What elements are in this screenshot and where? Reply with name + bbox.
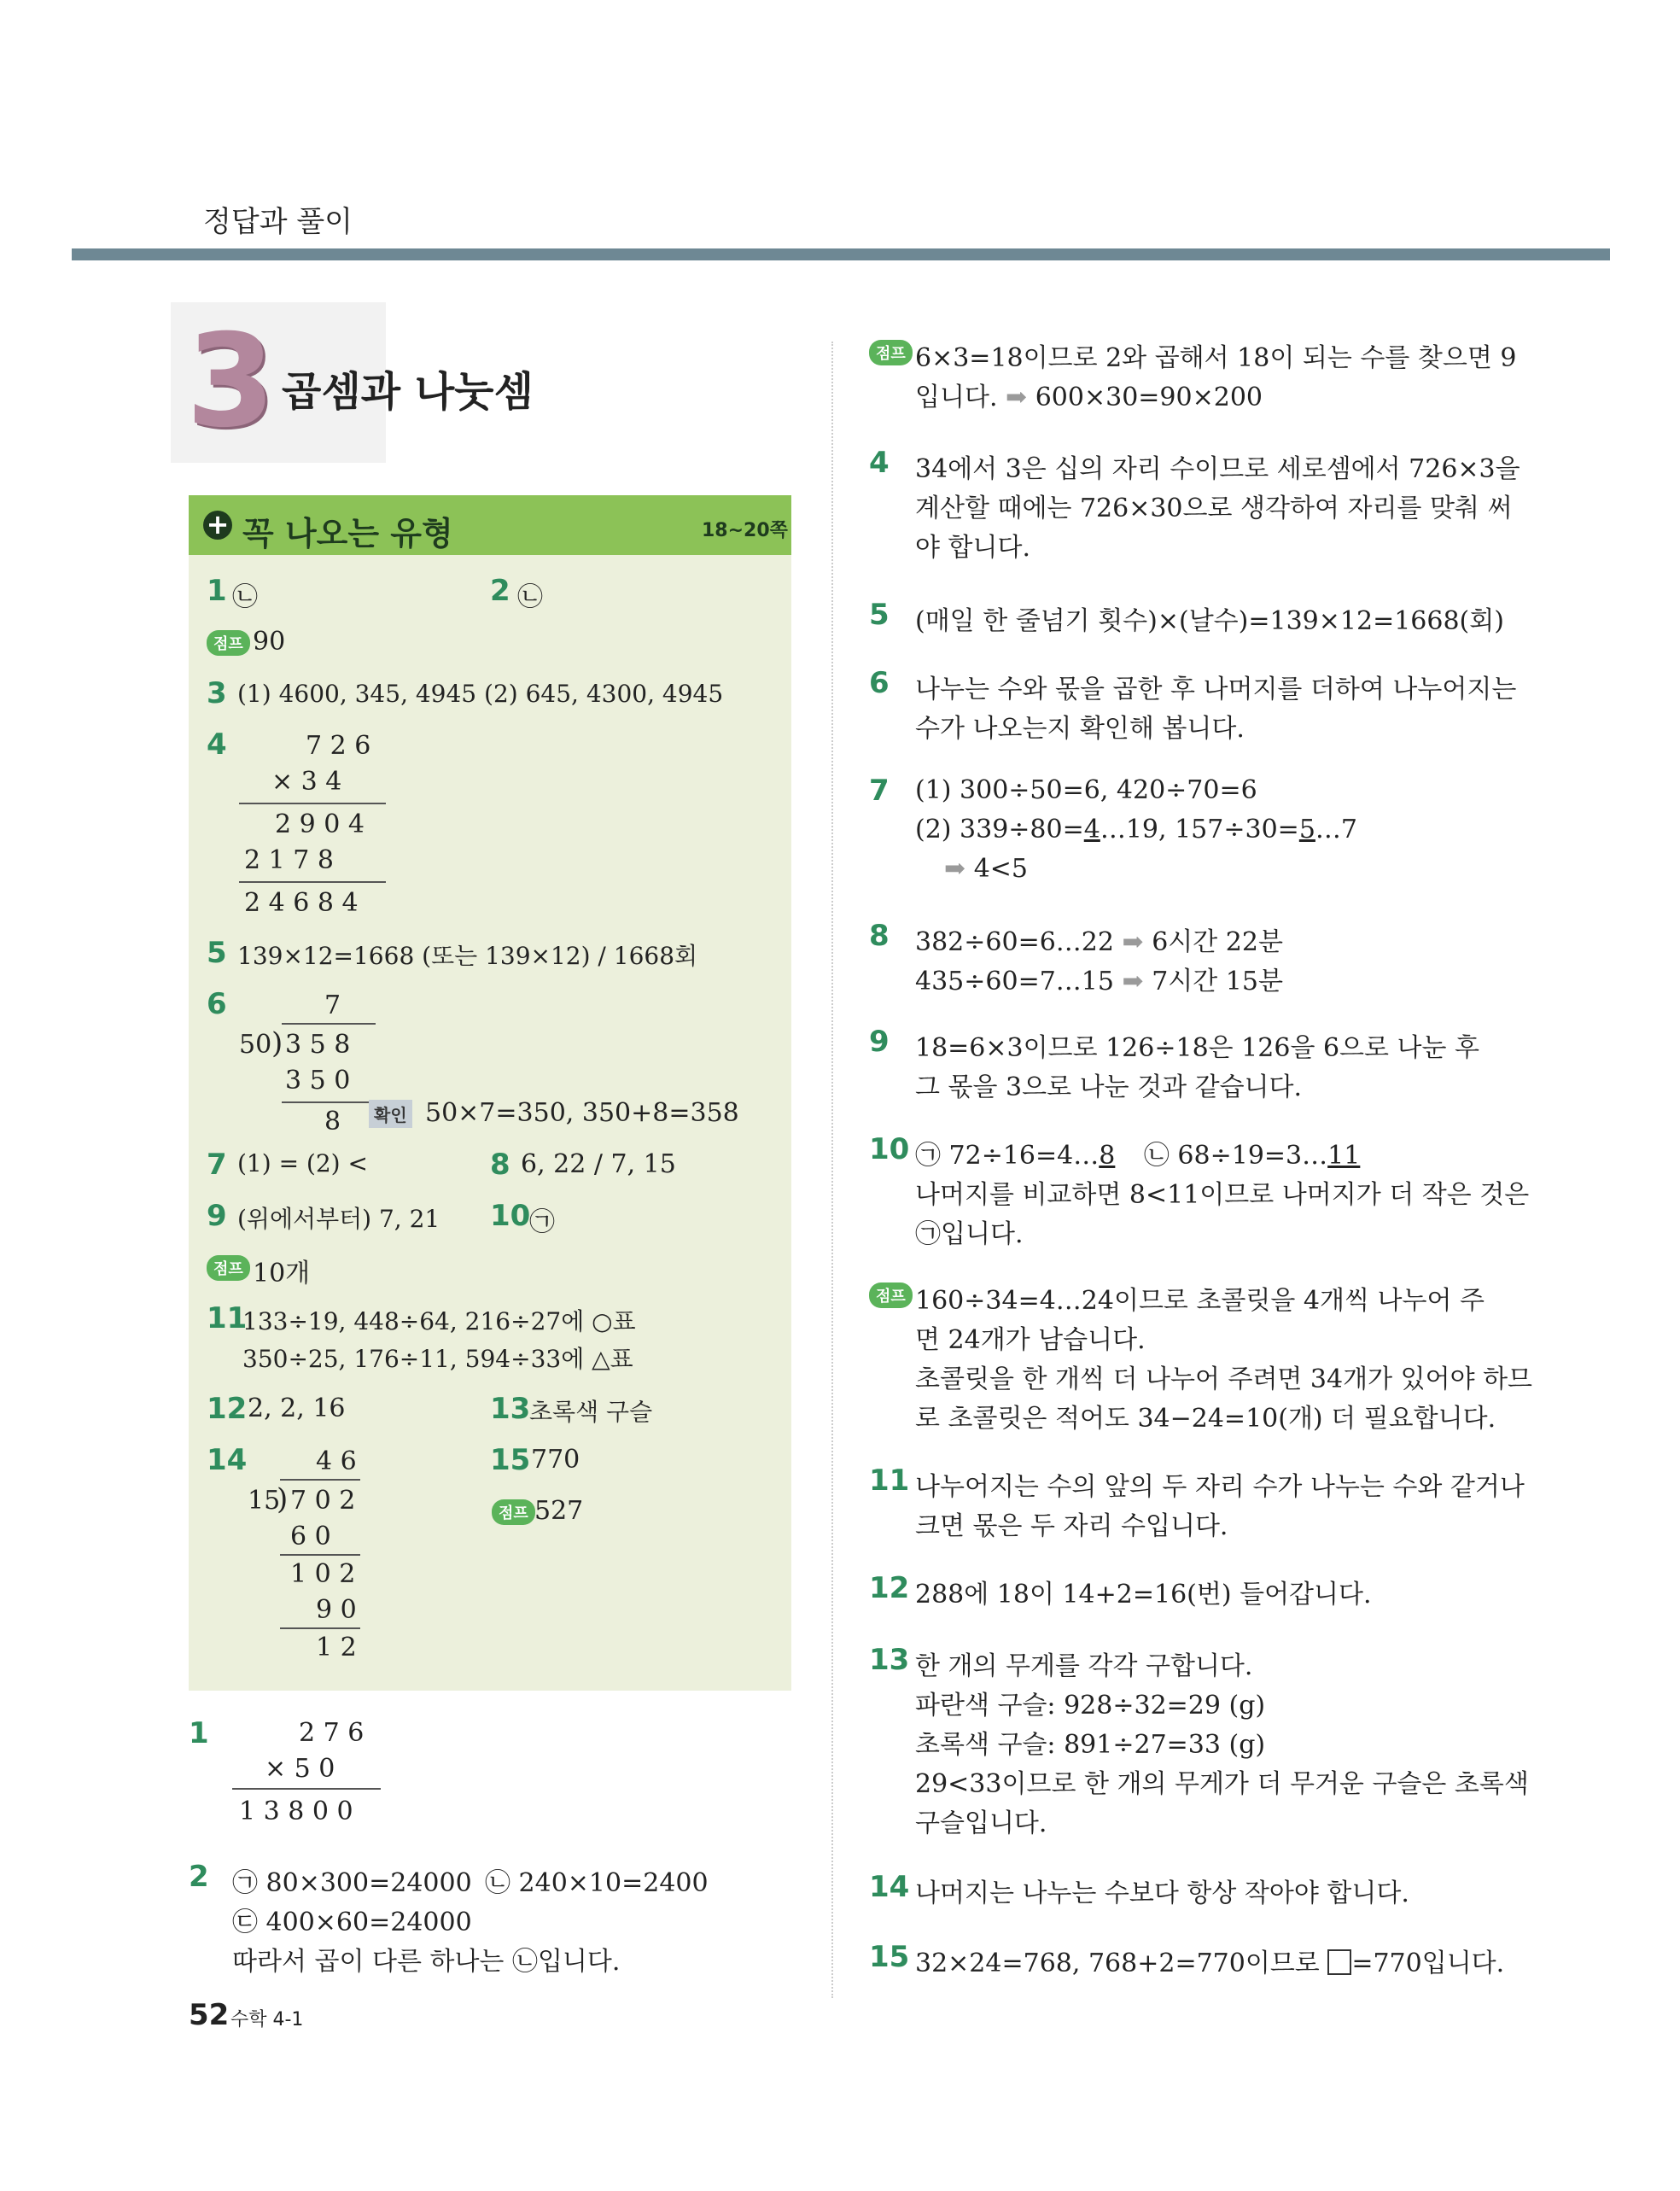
division-divisor: 50 (239, 1030, 272, 1060)
division-divisor: 15 (248, 1486, 281, 1516)
solution-7-result: 4<5 (973, 854, 1028, 884)
chapter-title: 곱셈과 나눗셈 (282, 368, 534, 416)
solution-4-line: 야 합니다. (915, 533, 1030, 563)
jump-answer-2: 10개 (253, 1259, 311, 1288)
solution-8-eq: 382÷60=6…22 (915, 927, 1114, 957)
answer-number: 8 (490, 1148, 510, 1182)
solution-number: 11 (869, 1464, 910, 1498)
jump-badge: 점프 (869, 1282, 913, 1308)
solution-7-part: …7 (1315, 815, 1357, 844)
solution-11-line: 나누어지는 수의 앞의 두 자리 수가 나누는 수와 같거나 (915, 1472, 1525, 1502)
solution-4-line: 34에서 3은 십의 자리 수이므로 세로셈에서 726×3을 (915, 454, 1520, 484)
division-dividend: 3 5 8 (285, 1030, 351, 1060)
answer-2: ㉡ (517, 582, 543, 612)
solution-13-line: 파란색 구슬: 928÷32=29 (g) (915, 1691, 1266, 1721)
answer-number: 13 (490, 1392, 531, 1426)
answer-5: 139×12=1668 (또는 139×12) / 1668회 (237, 942, 698, 970)
solution-4-line: 계산할 때에는 726×30으로 생각하여 자리를 맞춰 써 (915, 494, 1513, 523)
jump-solution-1-line2 (915, 376, 1263, 413)
arrow-right-icon: ➡ (1006, 383, 1028, 412)
solution-7-underlined: 4 (1083, 815, 1100, 844)
arrow-right-icon: ➡ (1122, 967, 1144, 996)
jump-solution-1-line1: 6×3=18이므로 2와 곱해서 18이 되는 수를 찾으면 9 (915, 343, 1517, 373)
answer-1: ㉡ (232, 582, 258, 612)
calc-line (280, 1554, 360, 1556)
solution-6-line: 수가 나오는지 확인해 봅니다. (915, 714, 1245, 744)
division-step: 6 0 (290, 1522, 331, 1551)
solution-10-line2: 나머지를 비교하면 8<11이므로 나머지가 더 작은 것은 (915, 1180, 1530, 1210)
solution-number: 5 (869, 598, 890, 632)
division-remainder: 1 2 (316, 1633, 357, 1662)
calc-line (232, 1788, 381, 1790)
jump-badge: 점프 (869, 340, 913, 365)
calc-line (280, 1627, 360, 1629)
plus-icon: + (203, 511, 232, 540)
panel-title: 꼭 나오는 유형 (242, 515, 453, 552)
answer-number: 1 (207, 574, 227, 608)
answer-number: 9 (207, 1199, 227, 1233)
jump-solution-2-line: 초콜릿을 한 개씩 더 나누어 주려면 34개가 있어야 하므 (915, 1364, 1533, 1394)
answer-number: 10 (490, 1199, 531, 1233)
jump-solution-1-text: 입니다. (915, 383, 998, 412)
solution-11-line: 크면 몫은 두 자리 수입니다. (915, 1511, 1228, 1541)
running-header: 정답과 풀이 (203, 205, 353, 239)
panel-pages: 18~20쪽 (702, 520, 788, 541)
page-number: 52 (189, 1998, 230, 2032)
solution-14: 나머지는 나누는 수보다 항상 작아야 합니다. (915, 1878, 1409, 1908)
answer-number: 12 (207, 1392, 248, 1426)
division-bracket: ) (277, 1482, 289, 1516)
solution-13-line: 한 개의 무게를 각각 구합니다. (915, 1651, 1253, 1681)
solution-15-part: =770입니다. (1351, 1949, 1505, 1978)
confirm-badge: 확인 (369, 1100, 412, 1128)
answer-number: 5 (207, 936, 227, 970)
solution-number: 4 (869, 446, 890, 480)
jump-answer-3: 527 (534, 1496, 584, 1526)
answer-9: (위에서부터) 7, 21 (237, 1205, 440, 1233)
solution-number: 2 (189, 1860, 209, 1894)
page-subject: 수학 4-1 (230, 2009, 304, 2030)
answer-number: 15 (490, 1443, 531, 1477)
solution-10-part: ㉡ 68÷19=3… (1143, 1141, 1328, 1171)
solution-7-line3 (944, 854, 1028, 884)
answer-8: 6, 22 / 7, 15 (521, 1149, 676, 1179)
column-divider (831, 342, 833, 1998)
mult-row: 2 9 0 4 (275, 809, 365, 839)
solution-12: 288에 18이 14+2=16(번) 들어갑니다. (915, 1580, 1372, 1610)
solution-10-underlined: 8 (1099, 1141, 1116, 1171)
answer-12: 2, 2, 16 (248, 1393, 346, 1423)
blank-box-icon (1327, 1949, 1351, 1975)
calc-line (282, 1101, 376, 1103)
solution-2-line2: ㉢ 400×60=24000 (232, 1908, 472, 1937)
mult-row: × 5 0 (265, 1754, 335, 1784)
answer-number: 14 (207, 1443, 248, 1477)
solution-8-result: 6시간 22분 (1152, 927, 1283, 957)
answer-15: 770 (531, 1445, 580, 1475)
solution-7-underlined: 5 (1298, 815, 1315, 844)
mult-row: 2 4 6 8 4 (244, 888, 359, 918)
solution-9-line: 18=6×3이므로 126÷18은 126을 6으로 나눈 후 (915, 1033, 1480, 1063)
solution-15-part: 32×24=768, 768+2=770이므로 (915, 1949, 1320, 1978)
solution-5: (매일 한 줄넘기 횟수)×(날수)=139×12=1668(회) (915, 606, 1504, 636)
solution-number: 9 (869, 1025, 890, 1059)
solution-number: 10 (869, 1132, 910, 1166)
jump-solution-2-line: 160÷34=4…24이므로 초콜릿을 4개씩 나누어 주 (915, 1286, 1485, 1316)
solution-number: 15 (869, 1940, 910, 1974)
answer-6-check: 50×7=350, 350+8=358 (425, 1098, 739, 1128)
mult-row: 2 7 6 (299, 1718, 365, 1748)
solution-number: 8 (869, 919, 890, 953)
solution-number: 12 (869, 1571, 910, 1605)
arrow-right-icon: ➡ (1122, 927, 1144, 957)
solution-15 (915, 1942, 1504, 1979)
division-quotient: 4 6 (316, 1446, 357, 1476)
calc-line (239, 881, 386, 883)
solution-2-line1a: ㉠ 80×300=24000 (232, 1868, 472, 1898)
solution-13-line: 구슬입니다. (915, 1808, 1047, 1838)
solution-8-line1 (915, 920, 1283, 958)
answer-10: ㉠ (529, 1207, 555, 1237)
answer-7: (1) = (2) < (237, 1149, 368, 1177)
jump-badge: 점프 (492, 1499, 535, 1525)
division-dividend: 7 0 2 (290, 1486, 356, 1516)
jump-solution-2-line: 면 24개가 남습니다. (915, 1325, 1146, 1355)
answer-11-line2: 350÷25, 176÷11, 594÷33에 △표 (242, 1345, 633, 1373)
solution-7-line2 (915, 815, 1357, 844)
solution-7-line1: (1) 300÷50=6, 420÷70=6 (915, 775, 1257, 805)
mult-row: × 3 4 (271, 767, 342, 797)
jump-solution-2-line: 로 초콜릿은 적어도 34−24=10(개) 더 필요합니다. (915, 1404, 1496, 1434)
solution-number: 1 (189, 1716, 209, 1750)
mult-row: 1 3 8 0 0 (239, 1797, 353, 1826)
solution-number: 7 (869, 774, 890, 808)
solution-number: 13 (869, 1643, 910, 1677)
calc-line (239, 803, 386, 804)
answer-number: 7 (207, 1148, 227, 1182)
answer-number: 6 (207, 987, 227, 1021)
solution-6-line: 나누는 수와 몫을 곱한 후 나머지를 더하여 나누어지는 (915, 675, 1517, 704)
solution-10-line1 (915, 1134, 1360, 1171)
solution-10-part: ㉠ 72÷16=4… (915, 1141, 1100, 1171)
answer-3: (1) 4600, 345, 4945 (2) 645, 4300, 4945 (237, 680, 724, 708)
mult-row: 7 2 6 (306, 731, 371, 761)
solution-7-part: (2) 339÷80= (915, 815, 1084, 844)
solution-10-line3: ㉠입니다. (915, 1219, 1024, 1249)
division-remainder: 8 (324, 1107, 341, 1136)
solution-2-line1b: ㉡ 240×10=2400 (485, 1868, 709, 1898)
arrow-right-icon: ➡ (944, 854, 966, 884)
mult-row: 2 1 7 8 (244, 845, 334, 875)
division-step: 3 5 0 (285, 1066, 351, 1096)
solution-13-line: 초록색 구슬: 891÷27=33 (g) (915, 1730, 1266, 1760)
jump-badge: 점프 (207, 630, 250, 656)
division-step: 9 0 (316, 1595, 357, 1625)
calc-line (280, 1479, 360, 1481)
solution-7-part: …19, 157÷30= (1100, 815, 1299, 844)
solution-8-line2 (915, 960, 1283, 997)
solution-8-eq: 435÷60=7…15 (915, 967, 1114, 996)
solution-10-underlined: 11 (1327, 1141, 1361, 1171)
answer-number: 4 (207, 727, 227, 762)
jump-badge: 점프 (207, 1255, 250, 1281)
division-quotient: 7 (324, 990, 341, 1020)
jump-answer-1: 90 (253, 627, 286, 657)
solution-8-result: 7시간 15분 (1152, 967, 1283, 996)
answer-number: 11 (207, 1301, 248, 1335)
answer-number: 3 (207, 676, 227, 710)
solution-13-line: 29<33이므로 한 개의 무게가 더 무거운 구슬은 초록색 (915, 1769, 1529, 1799)
header-rule (72, 248, 1610, 260)
solution-number: 6 (869, 666, 890, 700)
solution-number: 14 (869, 1870, 910, 1904)
chapter-number: 3 (186, 307, 276, 456)
answer-number: 2 (490, 574, 510, 608)
answer-11-line1: 133÷19, 448÷64, 216÷27에 ○표 (242, 1307, 636, 1335)
division-bracket: ) (271, 1026, 283, 1060)
jump-solution-1-eq: 600×30=90×200 (1035, 383, 1263, 412)
division-step: 1 0 2 (290, 1559, 356, 1589)
answer-13: 초록색 구슬 (529, 1398, 653, 1426)
calc-line (282, 1023, 376, 1025)
solution-2-line3: 따라서 곱이 다른 하나는 ㉡입니다. (232, 1947, 621, 1977)
solution-9-line: 그 몫을 3으로 나눈 것과 같습니다. (915, 1072, 1303, 1102)
